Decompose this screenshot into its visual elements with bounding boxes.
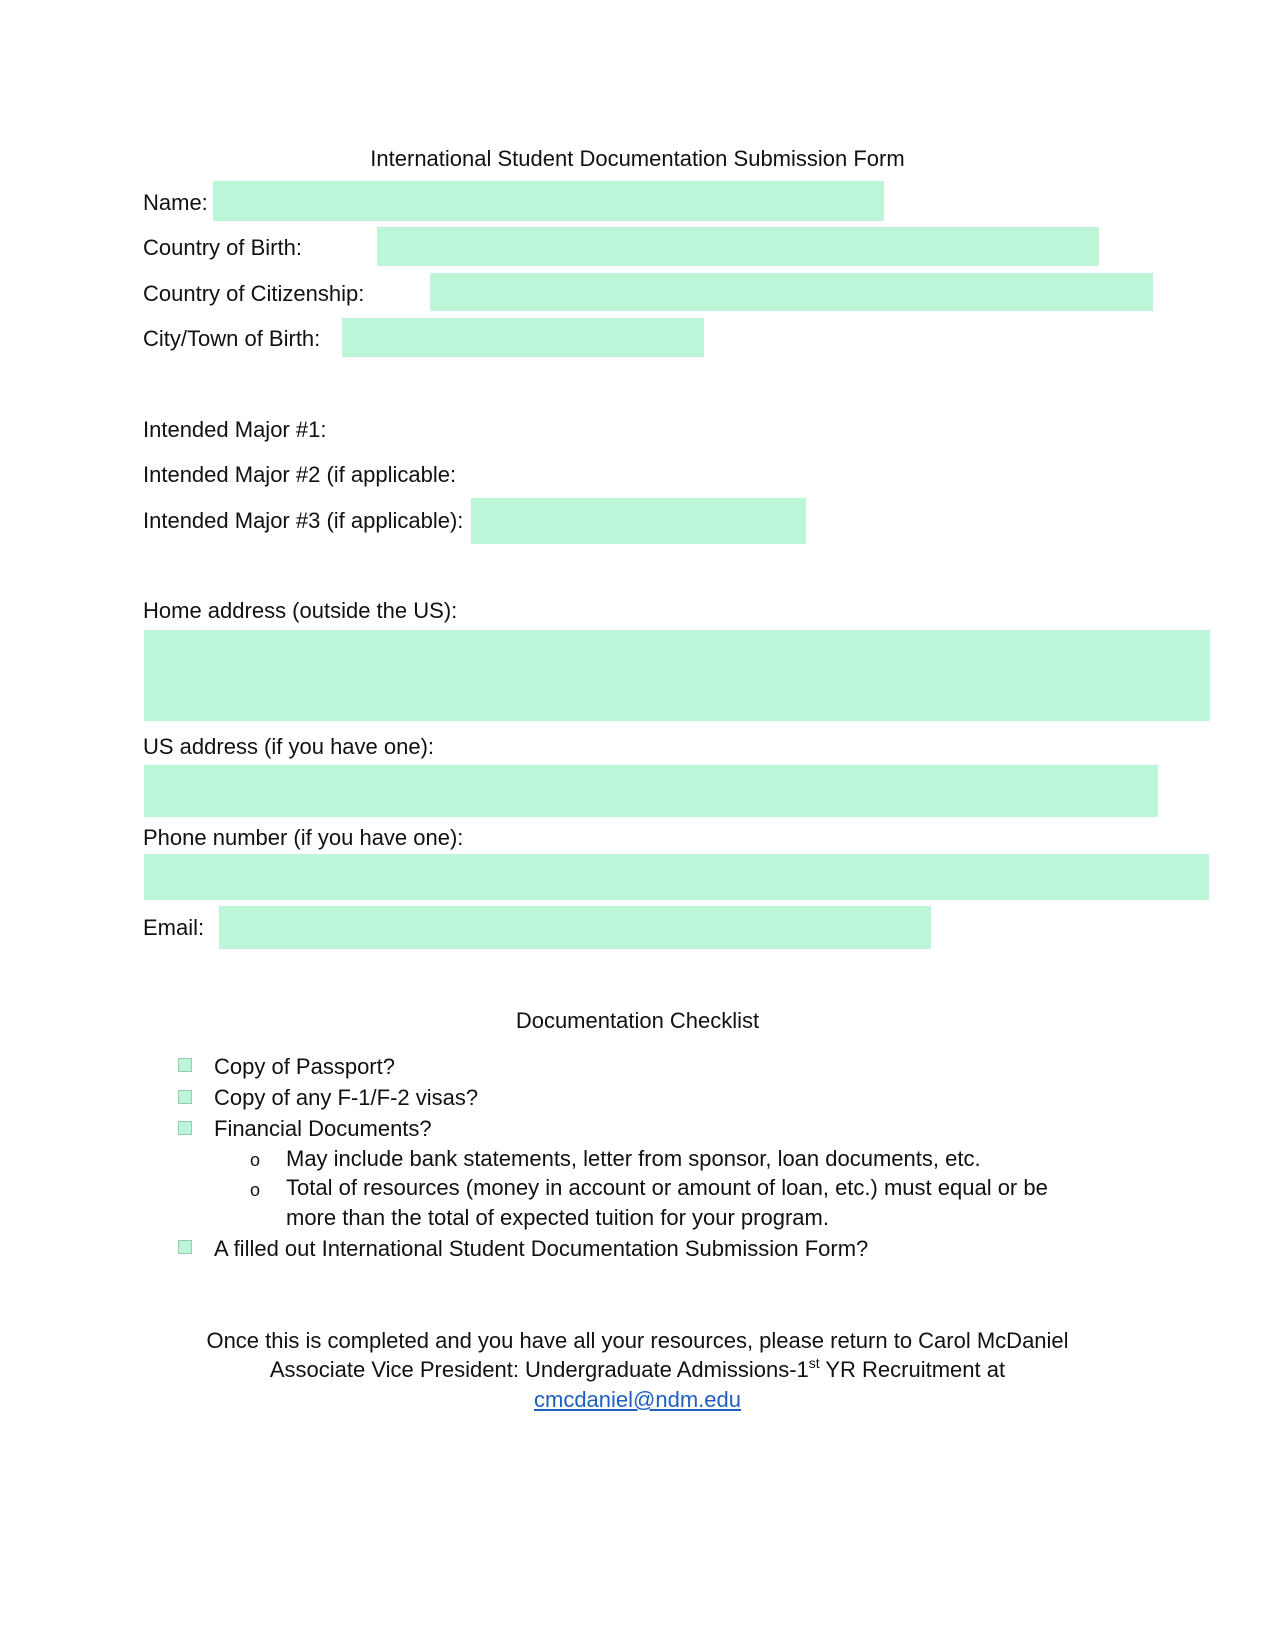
checklist-subitem-continued: more than the total of expected tuition for your program. bbox=[286, 1205, 829, 1230]
sub-bullet: o bbox=[250, 1150, 261, 1170]
phone-label: Phone number (if you have one): bbox=[143, 825, 464, 850]
footer-line2-text: Associate Vice President: Undergraduate Admissions-1 bbox=[269, 1357, 809, 1382]
sub-bullet: o bbox=[250, 1180, 261, 1200]
checklist-subitem: May include bank statements, letter from sponsor, loan documents, etc. bbox=[286, 1146, 981, 1171]
country-birth-label: Country of Birth: bbox=[143, 235, 302, 260]
home-address-label: Home address (outside the US): bbox=[143, 598, 458, 623]
checklist-item-form: A filled out International Student Documentation Submission Form? bbox=[214, 1236, 869, 1261]
major2-label: Intended Major #2 (if applicable: bbox=[143, 462, 457, 487]
major3-field[interactable] bbox=[471, 498, 806, 544]
footer-line2-end: YR Recruitment at bbox=[819, 1357, 1006, 1382]
checkbox-passport[interactable] bbox=[178, 1058, 192, 1072]
name-field[interactable] bbox=[213, 181, 884, 221]
checkbox-financial[interactable] bbox=[178, 1121, 192, 1135]
major3-label: Intended Major #3 (if applicable): bbox=[143, 508, 464, 533]
checkbox-form[interactable] bbox=[178, 1240, 192, 1254]
checklist-subitem: Total of resources (money in account or amount of loan, etc.) must equal or be bbox=[286, 1175, 1048, 1200]
home-address-field[interactable] bbox=[144, 630, 1210, 721]
city-birth-label: City/Town of Birth: bbox=[143, 326, 321, 351]
checklist-item-visas: Copy of any F-1/F-2 visas? bbox=[214, 1085, 479, 1110]
country-birth-field[interactable] bbox=[377, 227, 1099, 266]
country-citizenship-field[interactable] bbox=[430, 273, 1153, 311]
checklist-title: Documentation Checklist bbox=[515, 1008, 760, 1033]
us-address-label: US address (if you have one): bbox=[143, 734, 435, 759]
name-label: Name: bbox=[143, 190, 208, 215]
footer-ordinal: st bbox=[808, 1355, 820, 1371]
email-link[interactable]: cmcdaniel@ndm.edu bbox=[534, 1387, 741, 1412]
major1-label: Intended Major #1: bbox=[143, 417, 327, 442]
checklist-item-passport: Copy of Passport? bbox=[214, 1054, 395, 1079]
checklist-item-financial: Financial Documents? bbox=[214, 1116, 432, 1141]
email-field[interactable] bbox=[219, 906, 931, 949]
email-label: Email: bbox=[143, 915, 205, 940]
checkbox-visas[interactable] bbox=[178, 1090, 192, 1104]
footer-line2 bbox=[0, 1357, 1275, 1383]
city-birth-field[interactable] bbox=[342, 318, 704, 357]
phone-field[interactable] bbox=[144, 854, 1209, 900]
us-address-field[interactable] bbox=[144, 765, 1158, 817]
footer-line1: Once this is completed and you have all your resources, please return to Carol McDaniel bbox=[206, 1328, 1069, 1353]
form-title: International Student Documentation Submission Form bbox=[370, 146, 905, 171]
footer-email-line bbox=[0, 1387, 1275, 1413]
country-citizenship-label: Country of Citizenship: bbox=[143, 281, 365, 306]
